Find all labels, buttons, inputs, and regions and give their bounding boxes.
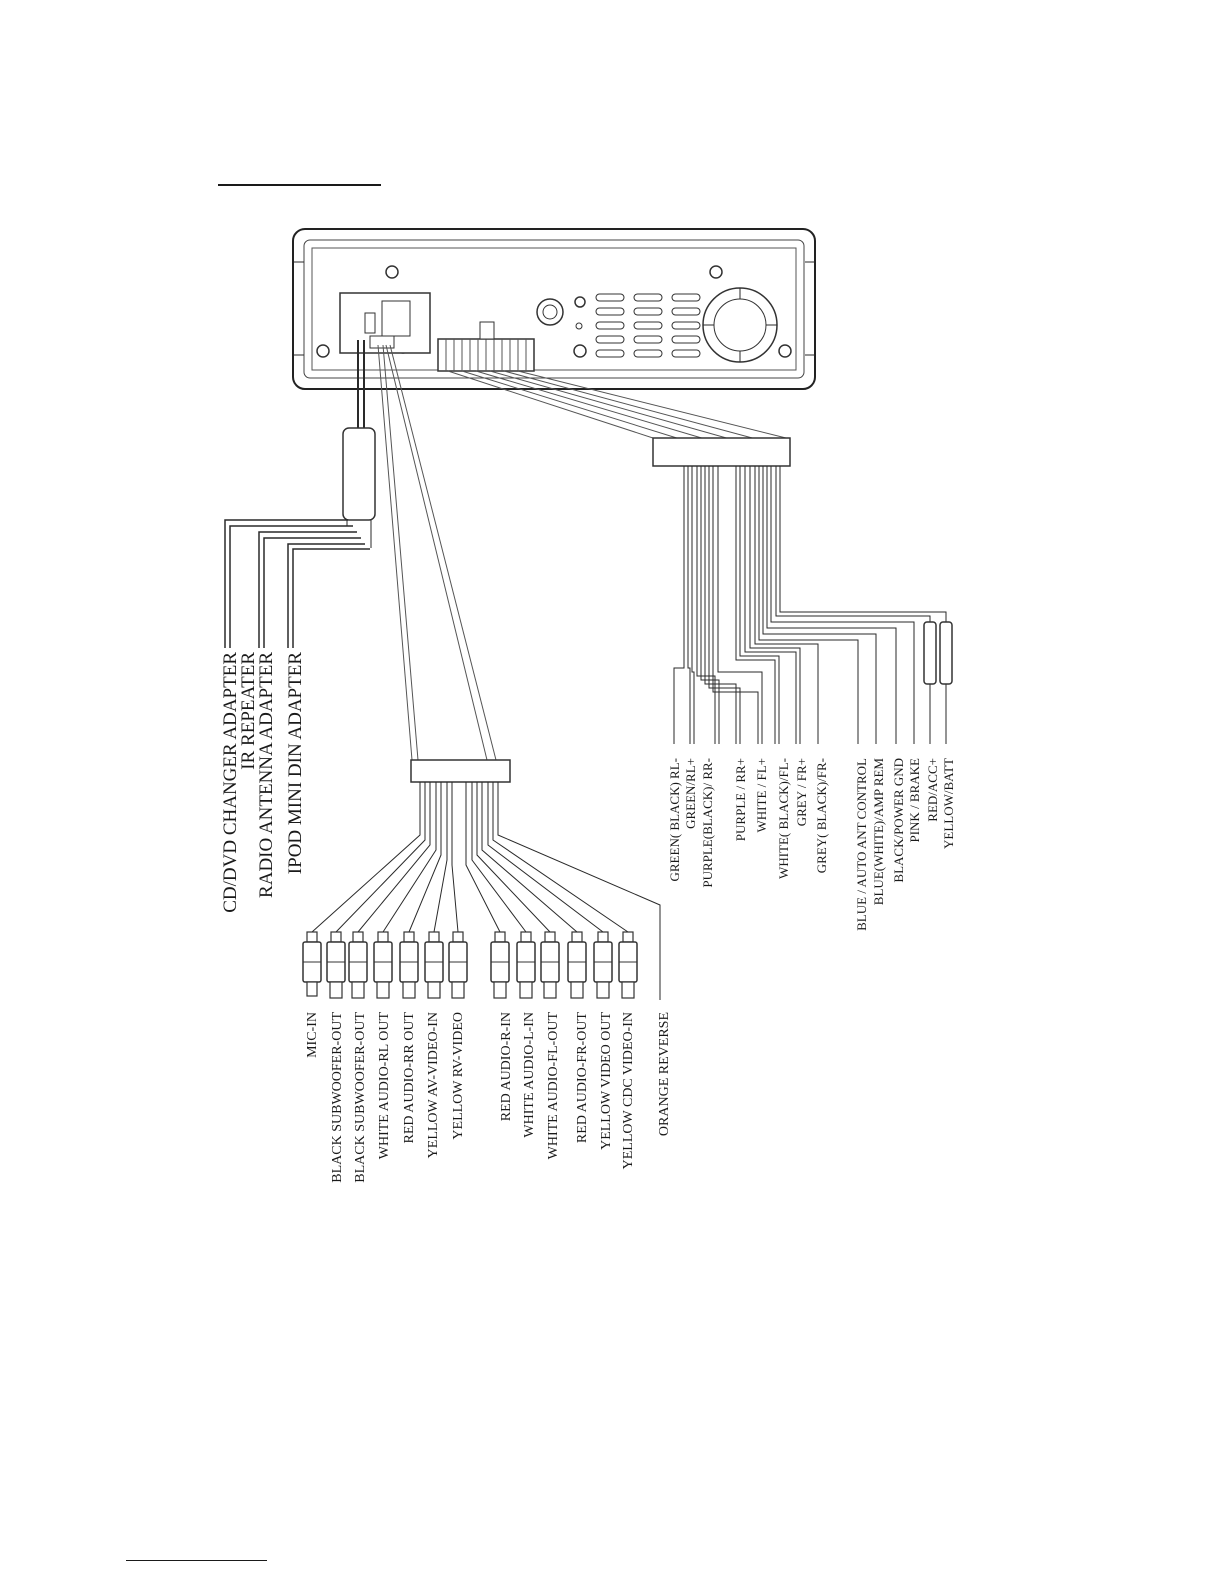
- rca-label-0: MIC-IN: [305, 1012, 320, 1058]
- power-label-7: GREY( BLACK)/FR-: [814, 758, 829, 874]
- power-lead-wires: [674, 466, 952, 744]
- power-label-12: RED/ACC+: [925, 758, 940, 822]
- rca-plug-icon: [400, 932, 418, 998]
- head-unit-rear-panel: [293, 229, 815, 389]
- adapter-label-0: CD/DVD CHANGER ADAPTER: [220, 652, 241, 913]
- rca-label-4: RED AUDIO-RR OUT: [402, 1012, 417, 1144]
- rca-label-8: WHITE AUDIO-L-IN: [522, 1012, 537, 1138]
- rca-plug-icon: [303, 932, 321, 996]
- power-label-8: BLUE / AUTO ANT CONTROL: [854, 758, 869, 931]
- power-label-2: PURPLE(BLACK)/ RR-: [700, 758, 715, 888]
- rca-label-5: YELLOW AV-VIDEO-IN: [426, 1012, 441, 1159]
- power-labels: [667, 758, 956, 931]
- rca-plug-icon: [425, 932, 443, 998]
- rca-plug-icon: [374, 932, 392, 998]
- rca-plug-icon: [594, 932, 612, 998]
- power-label-4: WHITE / FL+: [754, 758, 769, 833]
- adapter-label-1: IR REPEATER: [238, 652, 259, 770]
- inline-fuse-icon: [924, 622, 936, 684]
- power-label-1: GREEN/RL+: [683, 758, 698, 829]
- power-label-3: PURPLE / RR+: [733, 758, 748, 842]
- power-label-13: YELLOW/BATT: [941, 758, 956, 849]
- rca-label-10: RED AUDIO-FR-OUT: [575, 1012, 590, 1144]
- rca-label-13: ORANGE REVERSE: [657, 1012, 672, 1137]
- adapter-label-2: RADIO ANTENNA ADAPTER: [256, 652, 277, 898]
- antenna-socket: [340, 293, 430, 353]
- rca-label-2: BLACK SUBWOOFER-OUT: [353, 1012, 368, 1183]
- rca-plug-icon: [491, 932, 509, 998]
- rca-plug-icon: [349, 932, 367, 998]
- cooling-fan-icon: [703, 288, 777, 362]
- rca-label-1: BLACK SUBWOOFER-OUT: [330, 1012, 345, 1183]
- rca-plugs: [303, 932, 637, 998]
- rca-plug-icon: [327, 932, 345, 998]
- power-label-6: GREY / FR+: [794, 758, 809, 827]
- inline-fuse-icon: [940, 622, 952, 684]
- rca-label-3: WHITE AUDIO-RL OUT: [377, 1012, 392, 1160]
- power-connector: [653, 438, 790, 466]
- rca-plug-icon: [449, 932, 467, 998]
- rca-plug-icon: [541, 932, 559, 998]
- rca-harness-wires: [378, 345, 496, 760]
- rca-label-9: WHITE AUDIO-FL-OUT: [546, 1012, 561, 1160]
- power-label-5: WHITE( BLACK)/FL-: [776, 758, 791, 879]
- power-label-9: BLUE(WHITE)/AMP REM: [871, 758, 886, 906]
- power-label-11: PINK / BRAKE: [907, 758, 922, 843]
- round-knob: [537, 299, 563, 325]
- rca-label-7: RED AUDIO-R-IN: [499, 1012, 514, 1122]
- rca-plug-icon: [619, 932, 637, 998]
- rca-label-11: YELLOW VIDEO OUT: [599, 1012, 614, 1150]
- adapter-leads: [225, 520, 370, 648]
- adapter-labels: [220, 652, 306, 913]
- rca-label-6: YELLOW RV-VIDEO: [451, 1012, 466, 1140]
- rca-plug-icon: [517, 932, 535, 998]
- rca-labels: [305, 1012, 672, 1183]
- rca-plug-icon: [568, 932, 586, 998]
- adapter-label-3: IPOD MINI DIN ADAPTER: [285, 652, 306, 875]
- rca-label-12: YELLOW CDC VIDEO-IN: [621, 1012, 636, 1170]
- power-label-10: BLACK/POWER GND: [891, 758, 906, 883]
- rca-connector: [411, 760, 510, 782]
- cable-sleeve: [343, 428, 375, 520]
- power-label-0: GREEN( BLACK) RL-: [667, 758, 682, 882]
